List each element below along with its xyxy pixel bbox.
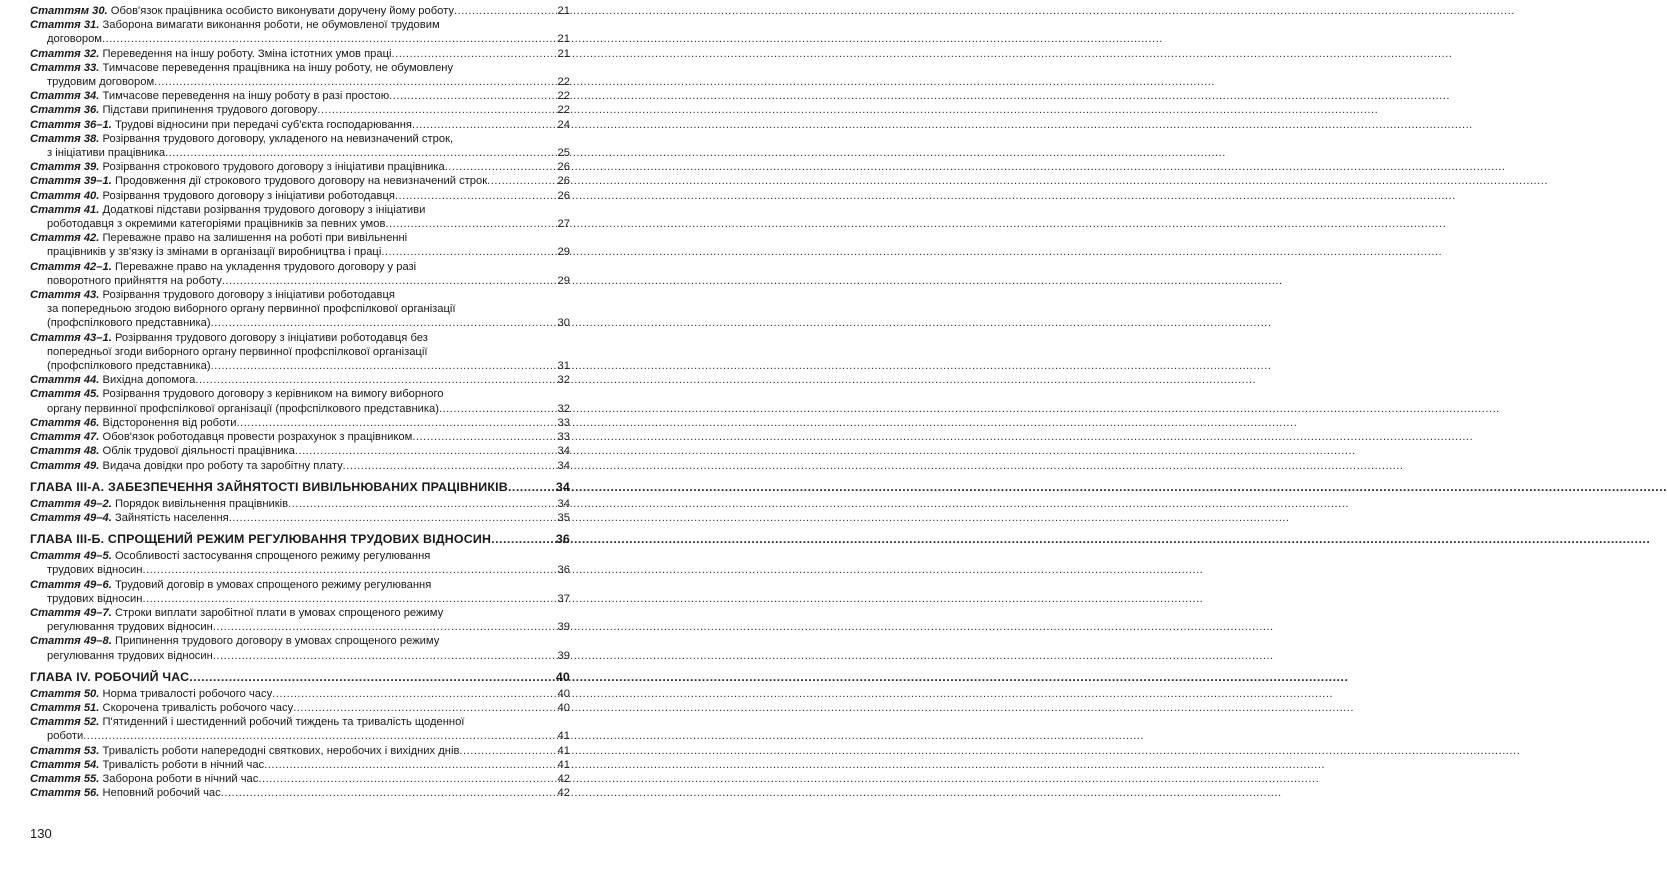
dot-leader: [211, 316, 557, 330]
entry-page-number: 32: [557, 374, 570, 387]
entry-continuation: трудових відносин: [47, 564, 143, 577]
entry-last-line: [30, 592, 570, 606]
toc-entry: [30, 634, 570, 662]
toc-entry: [30, 606, 570, 634]
article-title: Розірвання трудового договору з керівником на вимогу виборного: [102, 388, 444, 401]
entry-page-number: 41: [557, 730, 570, 743]
entry-title: [30, 744, 459, 758]
toc-entry: [30, 373, 570, 387]
dot-leader: [391, 47, 556, 61]
dot-leader: [142, 592, 556, 606]
article-label: Стаття 47.: [30, 431, 100, 444]
article-title: Обов'язок роботодавця провести розрахунок з працівником: [102, 431, 413, 444]
entry-page-number: 32: [557, 402, 570, 415]
entry-page-number: 34: [557, 459, 570, 472]
dot-leader: [288, 497, 556, 511]
entry-title: [30, 160, 445, 174]
entry-first-line: [30, 578, 542, 592]
article-label: Стаття 49–8.: [30, 635, 112, 648]
dot-leader: [229, 511, 557, 525]
article-label: Стаття 54.: [30, 758, 100, 771]
toc-entry: [30, 231, 570, 259]
article-label: Стаття 49–5.: [30, 550, 112, 563]
article-title: Розірвання трудового договору з ініціативи роботодавця: [102, 289, 395, 302]
entry-page-number: 27: [557, 218, 570, 231]
article-title: Тривалість роботи напередодні святкових, неробочих і вихідних днів: [102, 744, 460, 757]
dot-leader: [222, 274, 557, 288]
dot-leader: [236, 416, 556, 430]
toc-entry: [30, 18, 570, 46]
entry-last-line: [30, 402, 570, 416]
entry-continuation: роботи: [47, 730, 84, 743]
article-title: Облік трудової діяльності працівника: [102, 445, 295, 458]
entry-page-number: 21: [557, 47, 570, 60]
article-label: Стаття 49–7.: [30, 606, 112, 619]
entry-last-line: [30, 217, 570, 231]
entry-continuation: регулювання трудових відносин: [47, 649, 213, 662]
toc-entry: [30, 387, 570, 415]
article-label: Стаття 53.: [30, 744, 100, 757]
entry-first-line: [30, 634, 542, 648]
table-of-contents: [30, 4, 570, 800]
entry-first-line: [30, 203, 542, 217]
entry-last-line: [30, 620, 570, 634]
article-label: Стаття 39–1.: [30, 175, 112, 188]
entry-continuation-line: попередньої згоди виборного органу первинної профспілкової організації: [47, 345, 428, 358]
entry-title: [30, 373, 195, 387]
entry-continuation: з ініціативи працівника: [47, 147, 166, 160]
entry-first-line: [30, 231, 542, 245]
entry-title: [30, 687, 272, 701]
entry-title: [30, 4, 454, 18]
entry-title: [30, 772, 258, 786]
entry-last-line: [30, 245, 570, 259]
chapter-page-number: 40: [555, 669, 570, 684]
article-title: Неповний робочий час: [102, 787, 221, 800]
dot-leader: [439, 402, 557, 416]
article-label: Стаття 42.: [30, 232, 100, 245]
dot-leader: [487, 174, 556, 188]
dot-leader: [508, 479, 555, 495]
entry-page-number: 29: [557, 274, 570, 287]
article-label: Стаття 43–1.: [30, 331, 112, 344]
entry-first-line: [30, 331, 542, 345]
article-title: Заборона вимагати виконання роботи, не обумовленої трудовим: [102, 19, 440, 32]
article-label: Стаття 40.: [30, 189, 100, 202]
entry-last-line: [30, 563, 570, 577]
article-title: Розірвання трудового договору, укладеного на невизначений строк,: [102, 132, 454, 145]
chapter-page-number: 34: [555, 479, 570, 494]
toc-entry: [30, 772, 570, 786]
article-title: Трудовий договір в умовах спрощеного режиму регулювання: [114, 578, 432, 591]
dot-leader: [142, 563, 556, 577]
dot-leader: [272, 687, 556, 701]
toc-entry: [30, 459, 570, 473]
entry-continuation: трудових відносин: [47, 592, 143, 605]
entry-page-number: 26: [557, 175, 570, 188]
article-label: Стаття 45.: [30, 388, 100, 401]
article-title: П'ятиденний і шестиденний робочий тиждень та тривалість щоденної: [102, 716, 465, 729]
entry-continuation: (профспілкового представника): [47, 317, 211, 330]
entry-page-number: 42: [557, 772, 570, 785]
toc-entry: [30, 103, 570, 117]
entry-page-number: 40: [557, 701, 570, 714]
entry-page-number: 33: [557, 431, 570, 444]
article-title: Тимчасове переведення на іншу роботу в разі простою: [102, 90, 390, 103]
toc-entry: [30, 715, 570, 743]
article-title: Вихідна допомога: [102, 374, 196, 387]
entry-continuation: роботодавця з окремими категоріями працівників за певних умов: [47, 218, 386, 231]
entry-title: [30, 47, 391, 61]
article-title: Підстави припинення трудового договору: [102, 104, 318, 117]
entry-page-number: 40: [557, 687, 570, 700]
entry-page-number: 34: [557, 445, 570, 458]
entry-title: [30, 416, 236, 430]
entry-first-line: [30, 549, 542, 563]
article-title: Відсторонення від роботи: [102, 416, 237, 429]
toc-entry: [30, 744, 570, 758]
toc-entry: [30, 89, 570, 103]
entry-page-number: 42: [557, 787, 570, 800]
entry-continuation: органу первинної профспілкової організації (профспілкового представника): [47, 402, 439, 415]
entry-page-number: 25: [557, 147, 570, 160]
chapter-title: ГЛАВА III-Б. СПРОЩЕНИЙ РЕЖИМ РЕГУЛЮВАННЯ ТРУДОВИХ ВІДНОСИН: [30, 532, 492, 547]
article-label: Стаття 46.: [30, 416, 100, 429]
dot-leader: [412, 430, 556, 444]
article-title: Видача довідки про роботу та заробітну плату: [102, 459, 343, 472]
toc-entry: [30, 189, 570, 203]
article-label: Стаття 55.: [30, 772, 100, 785]
entry-last-line: [30, 146, 570, 160]
entry-page-number: 26: [557, 161, 570, 174]
article-label: Стаття 42–1.: [30, 260, 112, 273]
entry-first-line: [30, 715, 542, 729]
dot-leader: [165, 146, 556, 160]
article-title: Обов'язок працівника особисто виконувати доручену йому роботу: [110, 5, 454, 17]
entry-page-number: 37: [557, 592, 570, 605]
dot-leader: [154, 75, 556, 89]
dot-leader: [264, 758, 556, 772]
toc-entry: [30, 578, 570, 606]
entry-page-number: 21: [557, 33, 570, 46]
dot-leader: [102, 32, 557, 46]
article-title: Зайнятість населення: [114, 511, 229, 524]
dot-leader: [295, 444, 557, 458]
toc-entry: [30, 132, 570, 160]
article-title: Строки виплати заробітної плати в умовах спрощеного режиму: [114, 606, 444, 619]
chapter-page-number: 36: [555, 532, 570, 547]
entry-title: [30, 786, 221, 800]
dot-leader: [491, 531, 555, 547]
toc-entry: [30, 174, 570, 188]
article-label: Стаття 49.: [30, 459, 100, 472]
dot-leader: [459, 744, 556, 758]
entry-last-line: [30, 75, 570, 89]
entry-page-number: 21: [557, 5, 570, 17]
entry-page-number: 30: [557, 317, 570, 330]
entry-title: [30, 444, 295, 458]
entry-page-number: 22: [557, 76, 570, 89]
entry-last-line: [30, 649, 570, 663]
entry-title: [30, 758, 264, 772]
article-title: Порядок вивільнення працівників: [114, 497, 289, 510]
toc-entry: [30, 687, 570, 701]
entry-title: [30, 430, 412, 444]
entry-last-line: [30, 359, 570, 373]
chapter-heading: [30, 531, 570, 547]
article-label: Стаття 52.: [30, 716, 100, 729]
entry-first-line: [30, 387, 542, 401]
article-title: Переважне право на укладення трудового договору у разі: [114, 260, 417, 273]
toc-entry: [30, 497, 570, 511]
entry-page-number: 31: [557, 360, 570, 373]
article-title: Переведення на іншу роботу. Зміна істотних умов праці: [102, 47, 392, 60]
article-label: Стаття 49–2.: [30, 497, 112, 510]
article-label: Стаття 38.: [30, 132, 100, 145]
entry-page-number: 35: [557, 511, 570, 524]
dot-leader: [317, 103, 556, 117]
entry-page-number: 39: [557, 621, 570, 634]
article-label: Стаття 48.: [30, 445, 100, 458]
entry-last-line: [30, 274, 570, 288]
article-title: Розірвання трудового договору з ініціативи роботодавця без: [114, 331, 428, 344]
entry-title: [30, 189, 395, 203]
article-label: Стаття 32.: [30, 47, 100, 60]
article-title: Тимчасове переведення працівника на іншу роботу, не обумовлену: [102, 61, 454, 74]
entry-title: [30, 459, 343, 473]
article-label: Стаття 31.: [30, 19, 100, 32]
article-title: Заборона роботи в нічний час: [102, 772, 259, 785]
entry-first-line: [30, 18, 542, 32]
entry-title: [30, 497, 288, 511]
article-label: Стаття 36.: [30, 104, 100, 117]
entry-title: [30, 89, 389, 103]
toc-entry: [30, 786, 570, 800]
article-title: Переважне право на залишення на роботі при вивільненні: [102, 232, 408, 245]
article-title: Скорочена тривалість робочого часу: [102, 701, 294, 714]
toc-entry: [30, 118, 570, 132]
toc-entry: [30, 288, 570, 331]
dot-leader: [195, 373, 556, 387]
toc-entry: [30, 4, 570, 18]
toc-entry: [30, 47, 570, 61]
entry-continuation: договором: [47, 33, 102, 46]
entry-first-line: [30, 288, 542, 302]
entry-page-number: 22: [557, 104, 570, 117]
entry-first-line: [30, 260, 542, 274]
entry-last-line: [30, 32, 570, 46]
dot-leader: [389, 89, 556, 103]
entry-continuation: трудовим договором: [47, 76, 155, 89]
article-label: Стаття 39.: [30, 161, 100, 174]
article-label: Стаття 33.: [30, 61, 100, 74]
entry-title: [30, 701, 293, 715]
article-title: Тривалість роботи в нічний час: [102, 758, 265, 771]
entry-page-number: 22: [557, 90, 570, 103]
entry-page-number: 33: [557, 416, 570, 429]
article-title: Розірвання строкового трудового договору з ініціативи працівника: [102, 161, 445, 174]
dot-leader: [412, 118, 557, 132]
entry-page-number: 41: [557, 744, 570, 757]
toc-entry: [30, 444, 570, 458]
article-title: Додаткові підстави розірвання трудового договору з ініціативи: [102, 203, 426, 216]
article-label: Стаття 49–4.: [30, 511, 112, 524]
article-label: Стаття 56.: [30, 787, 100, 800]
toc-entry: [30, 511, 570, 525]
dot-leader: [445, 160, 557, 174]
dot-leader: [258, 772, 556, 786]
chapter-title: ГЛАВА IV. РОБОЧИЙ ЧАС: [30, 669, 190, 684]
entry-last-line: [30, 316, 570, 330]
article-label: Стаття 44.: [30, 374, 100, 387]
entry-page-number: 36: [557, 564, 570, 577]
article-label: Стаття 49–6.: [30, 578, 112, 591]
dot-leader: [293, 701, 556, 715]
entry-last-line: [30, 729, 570, 743]
entry-continuation: регулювання трудових відносин: [47, 621, 213, 634]
entry-title: [30, 103, 317, 117]
entry-title: [30, 174, 487, 188]
toc-entry: [30, 160, 570, 174]
toc-entry: [30, 331, 570, 374]
article-label: Стаття 50.: [30, 687, 100, 700]
toc-entry: [30, 416, 570, 430]
toc-entry: [30, 203, 570, 231]
chapter-title: ГЛАВА III-А. ЗАБЕЗПЕЧЕННЯ ЗАЙНЯТОСТІ ВИВІЛЬНЮВАНИХ ПРАЦІВНИКІВ: [30, 479, 508, 494]
entry-page-number: 41: [557, 758, 570, 771]
article-label: Стаття 41.: [30, 203, 100, 216]
entry-continuation: (профспілкового представника): [47, 360, 211, 373]
entry-continuation: поворотного прийняття на роботу: [47, 274, 222, 287]
dot-leader: [343, 459, 557, 473]
chapter-heading: [30, 669, 570, 685]
entry-title: [30, 511, 229, 525]
article-title: Трудові відносини при передачі суб'єкта господарювання: [114, 118, 412, 131]
entry-page-number: 24: [557, 118, 570, 131]
entry-page-number: 29: [557, 246, 570, 259]
toc-entry: [30, 430, 570, 444]
dot-leader: [454, 4, 557, 18]
entry-first-line: [30, 61, 542, 75]
chapter-heading: [30, 479, 570, 495]
entry-page-number: 26: [557, 189, 570, 202]
article-label: Стаття 36–1.: [30, 118, 112, 131]
dot-leader: [83, 729, 556, 743]
entry-page-number: 39: [557, 649, 570, 662]
article-label: Статтям 30.: [30, 5, 108, 17]
toc-entry: [30, 549, 570, 577]
dot-leader: [395, 189, 557, 203]
article-title: Особливості застосування спрощеного режиму регулювання: [114, 550, 431, 563]
entry-page-number: 34: [557, 497, 570, 510]
article-label: Стаття 43.: [30, 289, 100, 302]
article-title: Припинення трудового договору в умовах спрощеного режиму: [114, 635, 440, 648]
toc-entry: [30, 701, 570, 715]
article-title: Норма тривалості робочого часу: [102, 687, 273, 700]
article-label: Стаття 34.: [30, 90, 100, 103]
entry-continuation: працівників у зв'язку із змінами в організації виробництва і праці: [47, 246, 382, 259]
page-number: 130: [30, 826, 52, 841]
dot-leader: [221, 786, 557, 800]
entry-first-line: [30, 132, 542, 146]
toc-entry: [30, 758, 570, 772]
dot-leader: [385, 217, 556, 231]
dot-leader: [211, 359, 557, 373]
entry-title: [30, 118, 412, 132]
toc-entry: [30, 61, 570, 89]
article-title: Розірвання трудового договору з ініціативи роботодавця: [102, 189, 395, 202]
dot-leader: [213, 620, 557, 634]
dot-leader: [213, 649, 557, 663]
article-label: Стаття 51.: [30, 701, 100, 714]
toc-entry: [30, 260, 570, 288]
article-title: Продовження дії строкового трудового договору на невизначений строк: [114, 175, 488, 188]
entry-first-line: [30, 606, 542, 620]
dot-leader: [381, 245, 556, 259]
dot-leader: [189, 669, 555, 685]
entry-continuation-line: за попередньою згодою виборного органу первинної профспілкової організації: [47, 303, 456, 316]
